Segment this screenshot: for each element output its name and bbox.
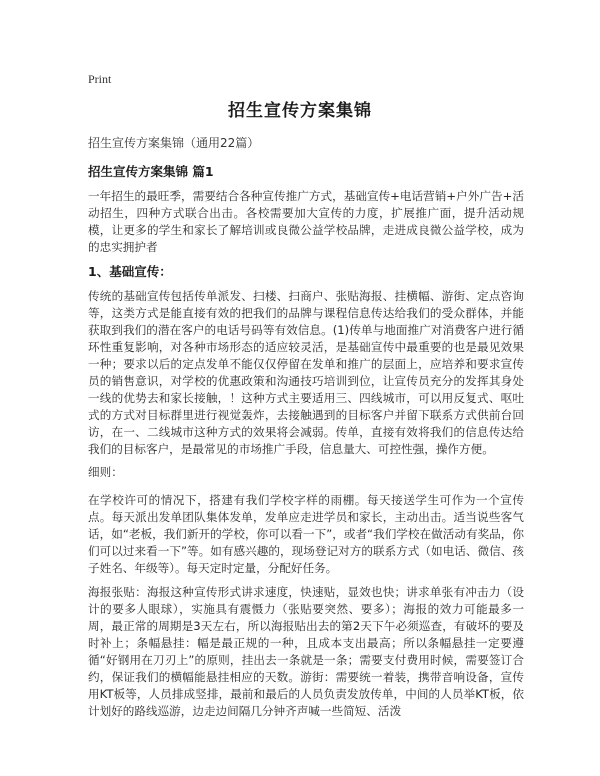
document-title: 招生宣传方案集锦 bbox=[228, 101, 372, 121]
document-subtitle: 招生宣传方案集锦（通用22篇） bbox=[88, 136, 260, 150]
print-link[interactable]: Print bbox=[88, 72, 112, 86]
details-label: 细则： bbox=[88, 465, 123, 479]
section-title: 招生宣传方案集锦 篇1 bbox=[88, 164, 214, 179]
poster-paragraph: 海报张贴：海报这种宣传形式讲求速度，快速贴，显效也快；讲求单张有冲击力（设计的要多人眼球），实施具有震慑力（张贴要突然、要多）；海报的效力可能最多一周，最正常的周期是3天左右，所以海报贴出去的第2天下午必须巡查，有破坏的要及时补上；条幅悬挂：幅是最正规的一种，且成本支出最高；所以条幅悬挂一定要遵循“好钢用在刀刃上”的原则，挂出去一条就是一条；需要支付费用时候，需要签订合约，保证我们的横幅能悬挂相应的天数。游街：需要统一着装，携带音响设备，宣传用KT板等，人员排成竖排，最前和最后的人员负责发放传单，中间的人员举KT板，依计划好的路线巡游，边走边间隔几分钟齐声喊一些简短、活泼 bbox=[88, 585, 524, 718]
basic-promotion-heading: 1、基础宣传： bbox=[88, 264, 172, 279]
street-promotion-paragraph: 在学校许可的情况下，搭建有我们学校字样的雨棚。每天接送学生可作为一个宣传点。每天派出发单团队集体发单，发单应走进学员和家长，主动出击。适当说些客气话，如“老板，我们新开的学校，你可以看一下”，或者“我们学校在做活动有奖品，你们可以过来看一下”等。如有感兴趣的，现场登记对方的联系方式（如电话、微信、孩子姓名、年级等）。每天定时定量，分配好任务。 bbox=[88, 493, 524, 575]
intro-paragraph: 一年招生的最旺季，需要结合各种宣传推广方式，基础宣传+电话营销+户外广告+活动招生，四种方式联合出击。各校需要加大宣传的力度，扩展推广面，提升活动规模，让更多的学生和家长了解培训或良微公益学校品牌，走进成良微公益学校，成为的忠实拥护者 bbox=[88, 189, 524, 254]
basic-promotion-paragraph: 传统的基础宣传包括传单派发、扫楼、扫商户、张贴海报、挂横幅、游街、定点咨询等，这类方式是能直接有效的把我们的品牌与课程信息传达给我们的受众群体，并能获取到我们的潜在客户的电话号码等有效信息。(1)传单与地面推广对消费客户进行循环性重复影响，对各种市场形态的适应较灵活，是基础宣传中最重要的也是最见效果一种；要求以后的定点发单不能仅仅停留在发单和推广的层面上，应培养和要求宣传员的销售意识，对学校的优惠政策和沟通技巧培训到位，让宣传员充分的发挥其身处一线的优势去和家长接触，！这种方式主要适用三、四线城市，可以用反复式、呕吐式的方式对目标群里进行视觉轰炸，去接触遇到的目标客户并留下联系方式供前台回访，在一、二线城市这种方式的效果将会减弱。传单，直接有效将我们的信息传达给我们的目标客户，是最常见的市场推广手段，信息量大、可控性强，操作方便。 bbox=[88, 289, 524, 456]
